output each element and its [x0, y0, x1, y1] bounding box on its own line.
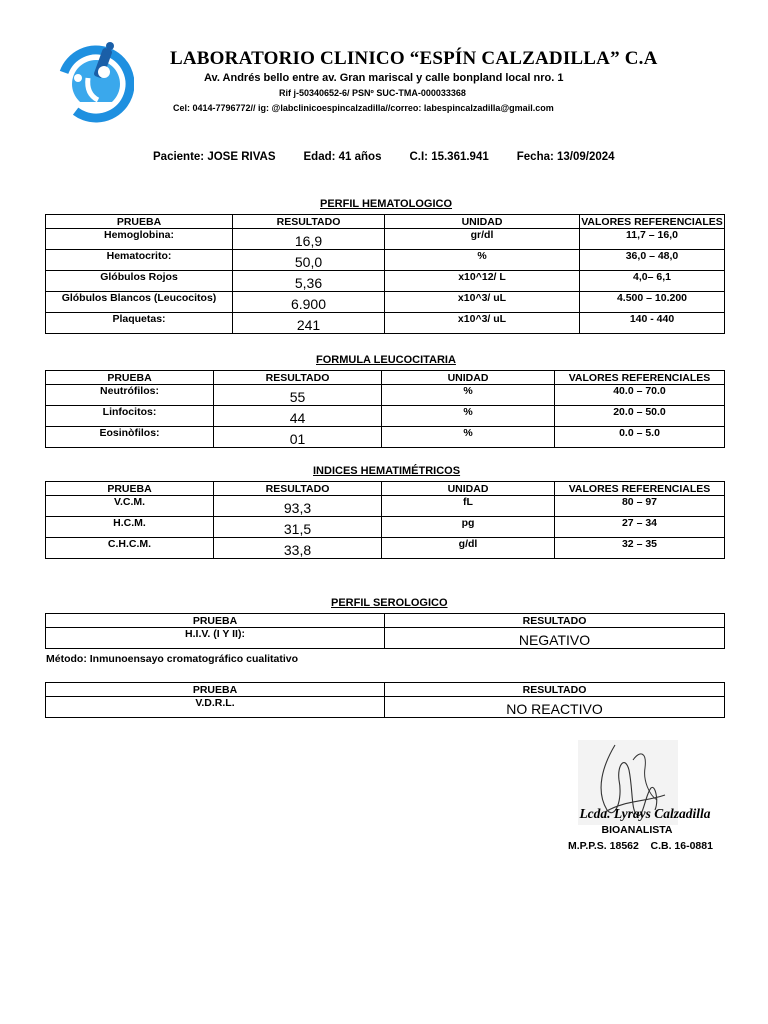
- test-result: 55: [214, 385, 382, 406]
- table-header-row: [46, 683, 725, 697]
- patient-name: Paciente: JOSE RIVAS: [153, 151, 276, 163]
- patient-info: [153, 151, 615, 163]
- test-reference: 140 - 440: [580, 313, 725, 334]
- table-hematologico: [45, 214, 725, 334]
- test-result: 50,0: [233, 250, 385, 271]
- test-unit: %: [385, 250, 580, 271]
- patient-age: Edad: 41 años: [303, 151, 382, 163]
- test-reference: 80 – 97: [555, 496, 725, 517]
- test-unit: %: [382, 427, 555, 448]
- method-note: Método: Inmunoensayo cromatográfico cualitativo: [46, 653, 299, 665]
- table-header-row: [46, 215, 725, 229]
- test-unit: x10^3/ uL: [385, 292, 580, 313]
- table-row: [46, 538, 725, 559]
- table-row: [46, 406, 725, 427]
- table-header-row: [46, 614, 725, 628]
- table-leucocitaria: [45, 370, 725, 448]
- col-header-resultado: RESULTADO: [385, 614, 725, 628]
- test-result: 5,36: [233, 271, 385, 292]
- test-reference: 20.0 – 50.0: [555, 406, 725, 427]
- table-hiv: [45, 613, 725, 649]
- test-result: 31,5: [214, 517, 382, 538]
- table-row: [46, 229, 725, 250]
- table-row: [46, 271, 725, 292]
- test-result: 44: [214, 406, 382, 427]
- lab-name: LABORATORIO CLINICO “ESPÍN CALZADILLA” C.A: [170, 48, 658, 69]
- test-unit: pg: [382, 517, 555, 538]
- test-name: Plaquetas:: [46, 313, 233, 334]
- test-reference: 32 – 35: [555, 538, 725, 559]
- test-result: 6.900: [233, 292, 385, 313]
- test-result: NO REACTIVO: [385, 697, 725, 718]
- test-name: Eosinòfilos:: [46, 427, 214, 448]
- report-date: Fecha: 13/09/2024: [516, 151, 615, 163]
- test-reference: 11,7 – 16,0: [580, 229, 725, 250]
- col-header-prueba: PRUEBA: [46, 614, 385, 628]
- col-header-resultado: RESULTADO: [233, 215, 385, 229]
- section-title-leucocitaria: FORMULA LEUCOCITARIA: [316, 354, 456, 366]
- test-name: Glóbulos Blancos (Leucocitos): [46, 292, 233, 313]
- test-result: NEGATIVO: [385, 628, 725, 649]
- table-row: [46, 427, 725, 448]
- col-header-resultado: RESULTADO: [214, 371, 382, 385]
- test-result: 93,3: [214, 496, 382, 517]
- col-header-prueba: PRUEBA: [46, 215, 233, 229]
- col-header-prueba: PRUEBA: [46, 482, 214, 496]
- table-header-row: [46, 482, 725, 496]
- section-title-indices: INDICES HEMATIMÉTRICOS: [313, 465, 461, 477]
- signer-role: BIOANALISTA: [601, 824, 673, 836]
- test-name: V.C.M.: [46, 496, 214, 517]
- table-row: [46, 385, 725, 406]
- test-result: 01: [214, 427, 382, 448]
- col-header-unidad: UNIDAD: [382, 371, 555, 385]
- section-title-serologico: PERFIL SEROLOGICO: [331, 597, 448, 609]
- test-reference: 0.0 – 5.0: [555, 427, 725, 448]
- test-name: V.D.R.L.: [46, 697, 385, 718]
- test-unit: fL: [382, 496, 555, 517]
- col-header-prueba: PRUEBA: [46, 371, 214, 385]
- col-header-referencia: VALORES REFERENCIALES: [555, 482, 725, 496]
- test-name: C.H.C.M.: [46, 538, 214, 559]
- col-header-referencia: VALORES REFERENCIALES: [581, 215, 723, 228]
- col-header-unidad: UNIDAD: [385, 215, 580, 229]
- lab-address: Av. Andrés bello entre av. Gran mariscal y calle bonpland local nro. 1: [204, 72, 564, 84]
- test-reference: 4.500 – 10.200: [580, 292, 725, 313]
- table-indices: [45, 481, 725, 559]
- test-name: Hemoglobina:: [46, 229, 233, 250]
- table-row: [46, 313, 725, 334]
- test-result: 16,9: [233, 229, 385, 250]
- test-name: Glóbulos Rojos: [46, 271, 233, 292]
- test-unit: %: [382, 385, 555, 406]
- test-unit: %: [382, 406, 555, 427]
- test-name: Neutrófilos:: [46, 385, 214, 406]
- lab-rif: Rif j-50340652-6/ PSNº SUC-TMA-000033368: [279, 88, 466, 98]
- test-unit: gr/dl: [385, 229, 580, 250]
- col-header-referencia: VALORES REFERENCIALES: [555, 371, 725, 385]
- table-row: [46, 697, 725, 718]
- signer-name: Lcda. Lyrays Calzadilla: [579, 806, 711, 821]
- table-row: [46, 292, 725, 313]
- section-title-hematologico: PERFIL HEMATOLOGICO: [320, 198, 453, 210]
- test-reference: 4,0– 6,1: [580, 271, 725, 292]
- test-unit: g/dl: [382, 538, 555, 559]
- lab-contact: Cel: 0414-7796772// ig: @labclinicoespincalzadilla//correo: labespincalzadilla@gmail.com: [173, 103, 554, 113]
- patient-ci: C.I: 15.361.941: [409, 151, 489, 163]
- test-result: 241: [233, 313, 385, 334]
- test-unit: x10^12/ L: [385, 271, 580, 292]
- test-reference: 27 – 34: [555, 517, 725, 538]
- table-vdrl: [45, 682, 725, 718]
- table-row: [46, 250, 725, 271]
- test-name: H.I.V. (I Y II):: [46, 628, 385, 649]
- lab-logo-icon: [58, 38, 134, 124]
- test-name: H.C.M.: [46, 517, 214, 538]
- col-header-resultado: RESULTADO: [214, 482, 382, 496]
- col-header-resultado: RESULTADO: [385, 683, 725, 697]
- test-reference: 40.0 – 70.0: [555, 385, 725, 406]
- table-row: [46, 628, 725, 649]
- col-header-unidad: UNIDAD: [382, 482, 555, 496]
- test-unit: x10^3/ uL: [385, 313, 580, 334]
- table-row: [46, 496, 725, 517]
- test-reference: 36,0 – 48,0: [580, 250, 725, 271]
- test-name: Hematocrito:: [46, 250, 233, 271]
- test-name: Linfocitos:: [46, 406, 214, 427]
- table-header-row: [46, 371, 725, 385]
- test-result: 33,8: [214, 538, 382, 559]
- col-header-prueba: PRUEBA: [46, 683, 385, 697]
- table-row: [46, 517, 725, 538]
- signer-registry: M.P.P.S. 18562 C.B. 16-0881: [568, 840, 713, 852]
